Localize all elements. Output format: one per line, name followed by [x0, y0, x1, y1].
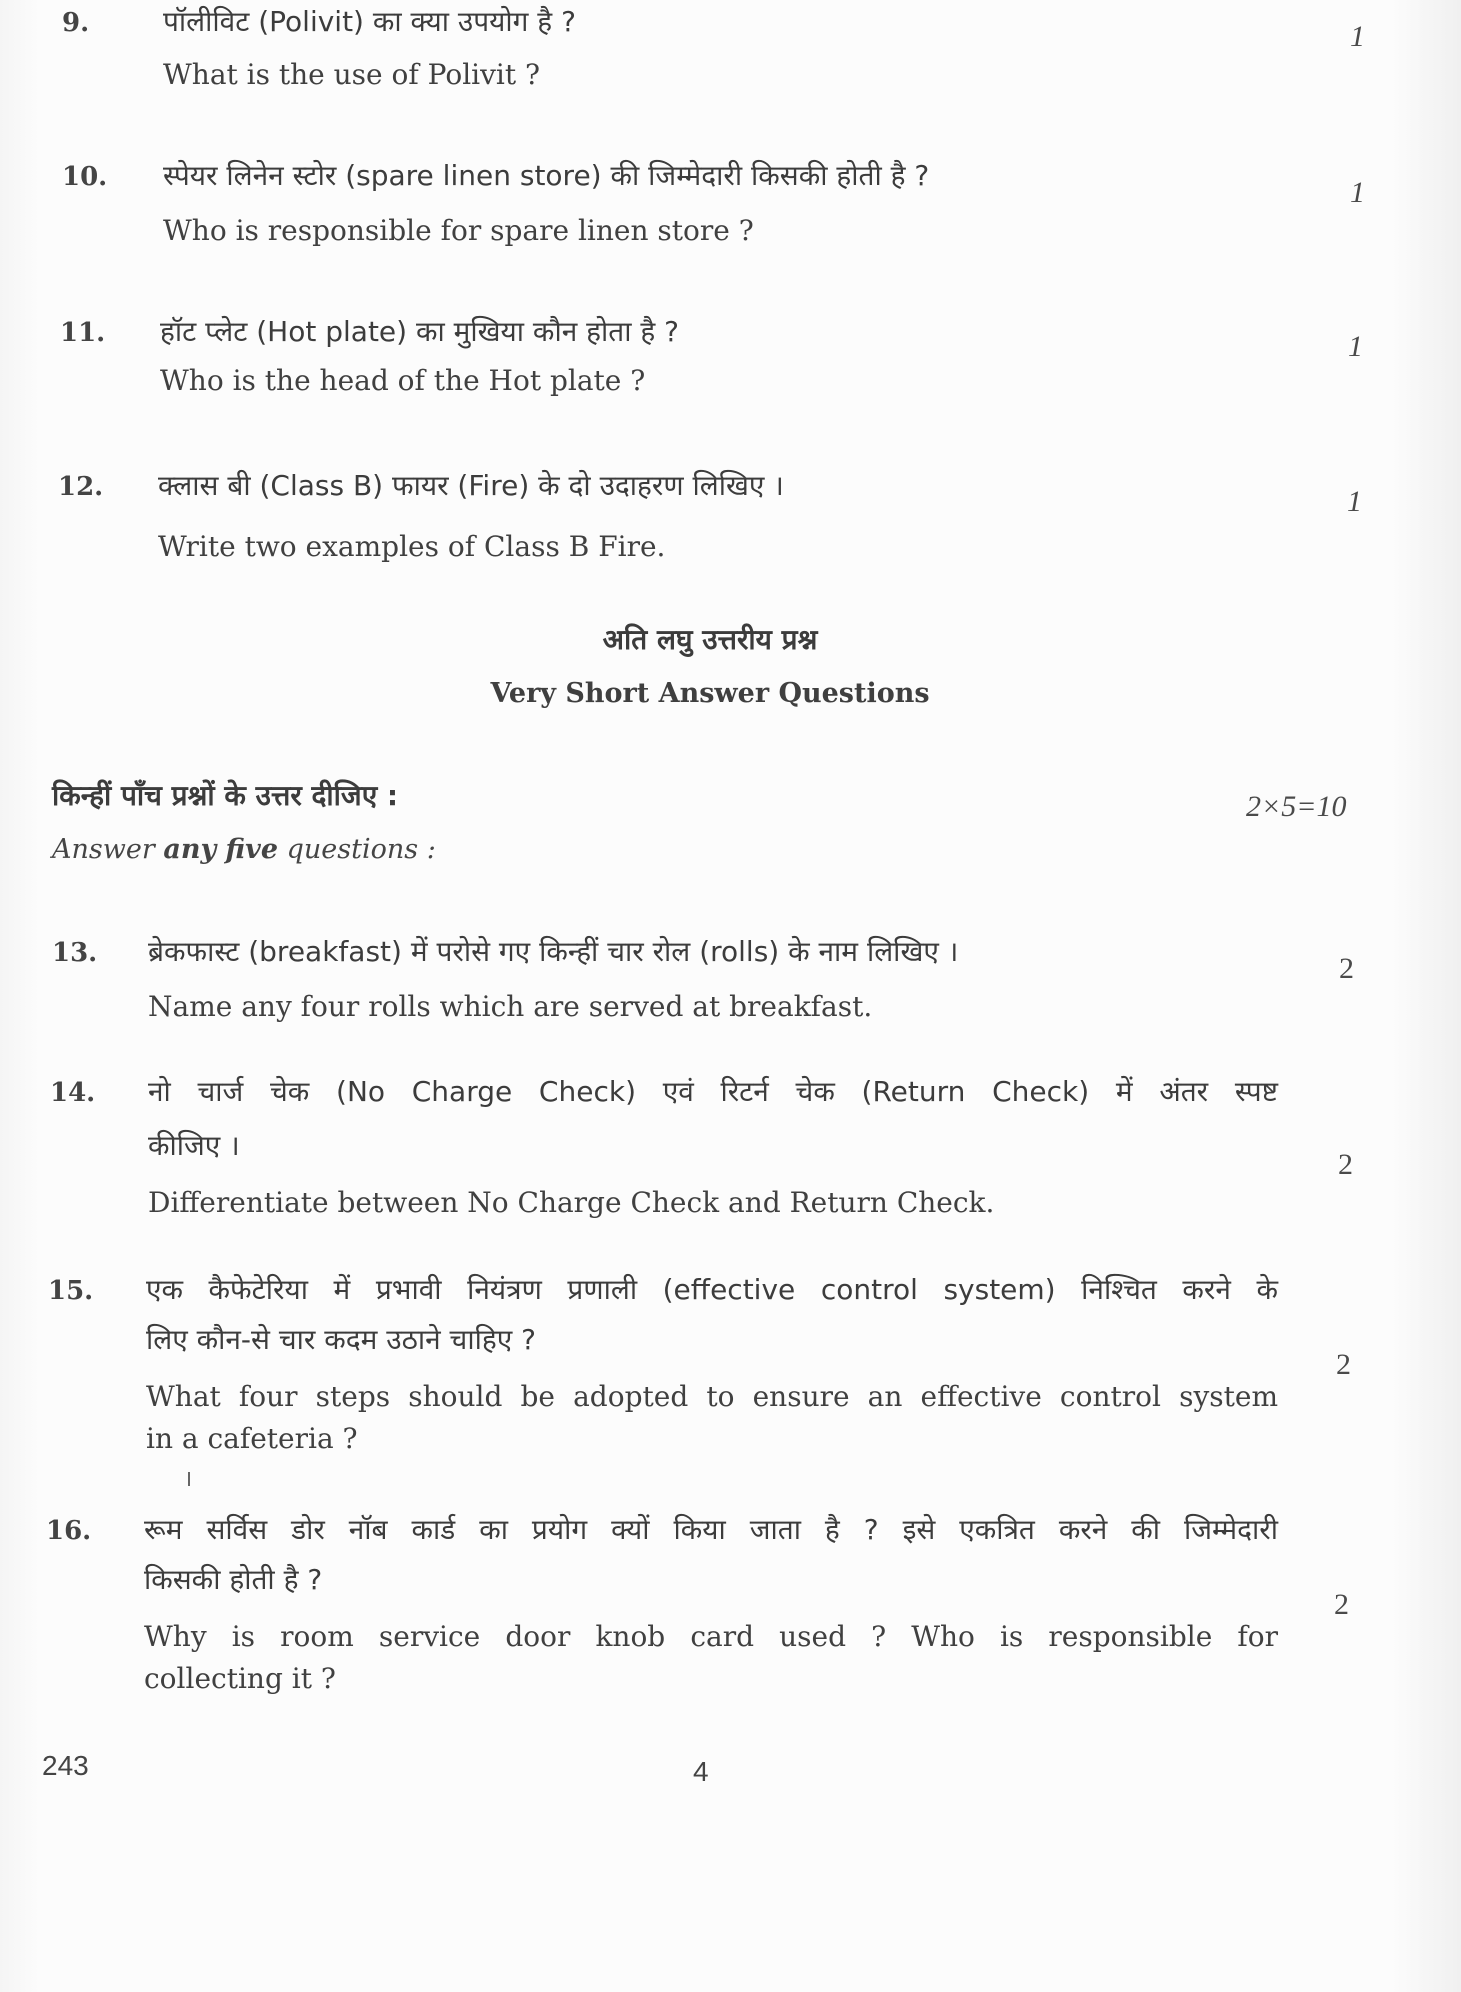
question-number: 15.: [48, 1276, 94, 1306]
question-text-english: Differentiate between No Charge Check and Return Check.: [148, 1186, 995, 1219]
question-text-english: Write two examples of Class B Fire.: [158, 530, 666, 563]
instruction-english-pre: Answer: [52, 834, 164, 865]
question-text-hindi-line-1: एक कैफेटेरिया में प्रभावी नियंत्रण प्रणाली (effective control system) निश्चित करने के: [146, 1273, 1278, 1306]
question-text-english-line-1: Why is room service door knob card used ? Who is responsible for: [144, 1620, 1278, 1653]
instruction-hindi: किन्हीं पाँच प्रश्नों के उत्तर दीजिए :: [52, 779, 399, 812]
question-number: 14.: [50, 1078, 96, 1108]
question-text-english-line-2: in a cafeteria ?: [146, 1422, 358, 1455]
question-text-english: Who is the head of the Hot plate ?: [160, 364, 646, 397]
question-text-english: Name any four rolls which are served at breakfast.: [148, 990, 873, 1023]
question-text-hindi: स्पेयर लिनेन स्टोर (spare linen store) की जिम्मेदारी किसकी होती है ?: [163, 159, 930, 192]
paper-code: 243: [42, 1750, 89, 1781]
page-edge-shadow-right: [1391, 0, 1461, 1992]
question-marks: 1: [1348, 330, 1363, 363]
question-text-hindi-line-1: रूम सर्विस डोर नॉब कार्ड का प्रयोग क्यों किया जाता है ? इसे एकत्रित करने की जिम्मेदारी: [144, 1513, 1278, 1546]
question-marks: 1: [1350, 20, 1365, 53]
page-number: 4: [693, 1756, 709, 1787]
question-text-english-line-2: collecting it ?: [144, 1662, 336, 1695]
question-marks: 1: [1347, 485, 1362, 518]
question-marks: 1: [1350, 176, 1365, 209]
question-text-hindi-line-2: कीजिए ।: [148, 1129, 240, 1162]
question-marks: 2: [1336, 1348, 1351, 1381]
scan-artifact-mark: [188, 1472, 190, 1486]
section-title-hindi: अति लघु उत्तरीय प्रश्न: [602, 623, 818, 656]
marks-scheme: 2×5=10: [1246, 790, 1347, 823]
question-number: 13.: [52, 938, 98, 968]
question-text-hindi-line-2: किसकी होती है ?: [144, 1563, 323, 1596]
instruction-english-post: questions :: [278, 834, 436, 865]
question-text-english-line-1: What four steps should be adopted to ensure an effective control system: [146, 1380, 1278, 1413]
question-marks: 2: [1334, 1588, 1349, 1621]
question-number: 12.: [58, 472, 104, 502]
section-title-english: Very Short Answer Questions: [490, 678, 930, 709]
question-marks: 2: [1339, 952, 1354, 985]
question-text-hindi: क्लास बी (Class B) फायर (Fire) के दो उदाहरण लिखिए ।: [158, 469, 784, 502]
question-marks: 2: [1338, 1148, 1353, 1181]
question-text-hindi-line-2: लिए कौन-से चार कदम उठाने चाहिए ?: [146, 1323, 536, 1356]
instruction-english-emphasis: any five: [163, 834, 279, 865]
question-text-hindi: हॉट प्लेट (Hot plate) का मुखिया कौन होता है ?: [160, 315, 679, 348]
question-text-hindi: पॉलीविट (Polivit) का क्या उपयोग है ?: [163, 5, 576, 38]
instruction-english: [52, 834, 436, 865]
question-text-english: What is the use of Polivit ?: [163, 58, 541, 91]
question-text-hindi: ब्रेकफास्ट (breakfast) में परोसे गए किन्हीं चार रोल (rolls) के नाम लिखिए ।: [148, 935, 959, 968]
page-edge-shadow-left: [0, 0, 40, 1992]
question-text-hindi-line-1: नो चार्ज चेक (No Charge Check) एवं रिटर्न चेक (Return Check) में अंतर स्पष्ट: [148, 1075, 1278, 1108]
question-number: 9.: [62, 8, 90, 38]
question-number: 10.: [62, 162, 108, 192]
question-number: 16.: [46, 1516, 92, 1546]
question-number: 11.: [60, 318, 106, 348]
question-text-english: Who is responsible for spare linen store ?: [163, 214, 754, 247]
